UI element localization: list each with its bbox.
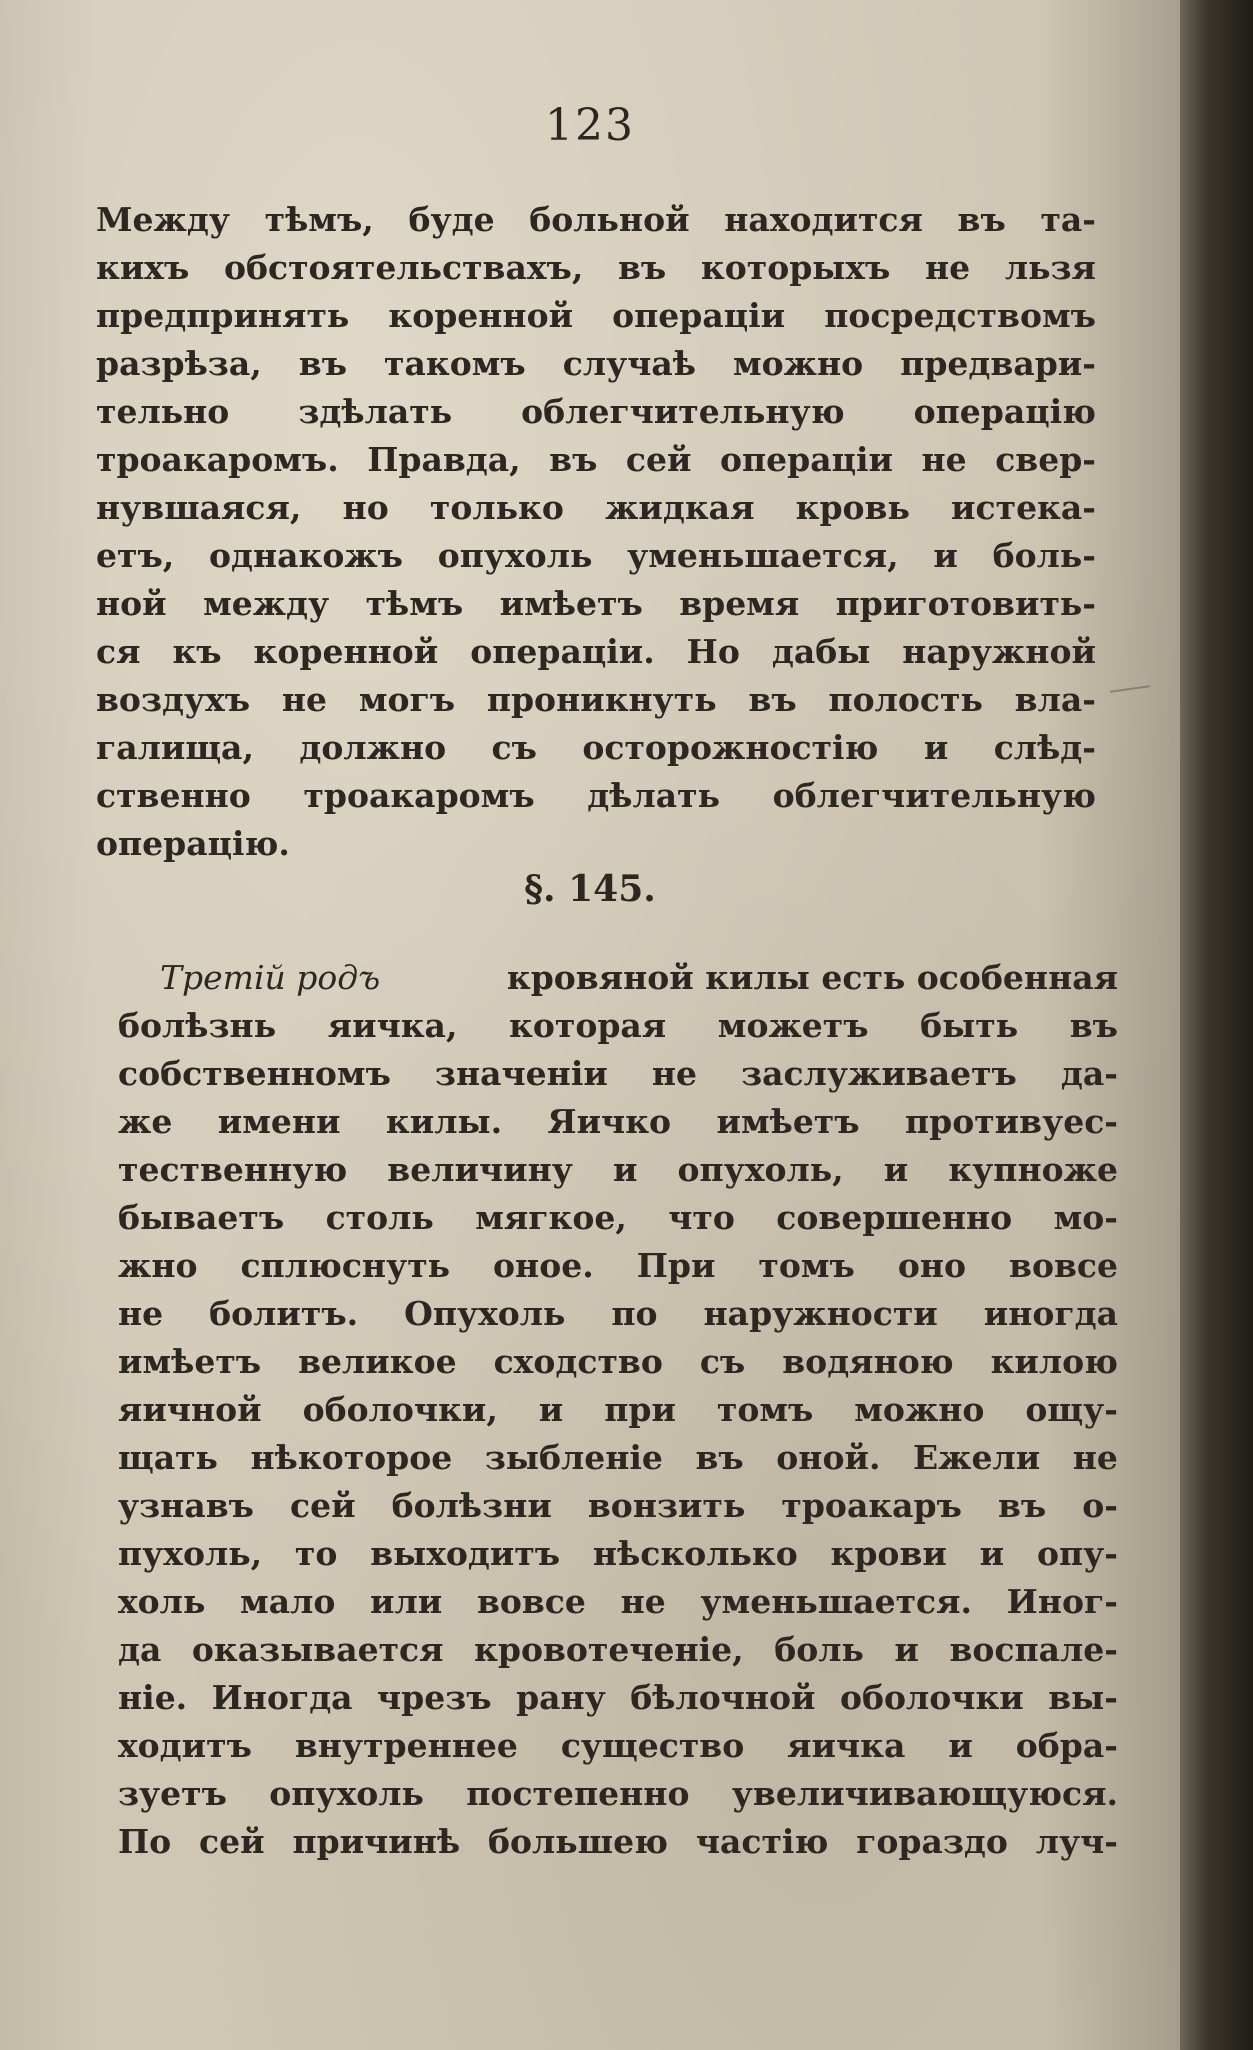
word: не: [925, 248, 971, 287]
word: облегчительную: [521, 392, 845, 431]
text-line: [118, 1630, 1118, 1669]
word: операціи: [720, 440, 894, 479]
word: операцію: [913, 392, 1096, 431]
word: существо: [560, 1726, 745, 1765]
word: оно: [897, 1246, 967, 1285]
word: яичка: [787, 1726, 906, 1765]
text-line: Третій родъ кровяной килы есть особенная: [160, 958, 1118, 997]
word: купноже: [948, 1150, 1118, 1189]
word: жно: [118, 1246, 198, 1285]
word: та-: [1040, 200, 1096, 239]
text-line: [118, 1438, 1118, 1477]
word: опухоль,: [677, 1150, 844, 1189]
word: то: [294, 1534, 338, 1573]
word: не: [921, 440, 967, 479]
word: вовсе: [476, 1582, 586, 1621]
word: и: [933, 536, 958, 575]
word: опу-: [1036, 1534, 1118, 1573]
word: что: [668, 1198, 735, 1237]
word: къ: [172, 632, 222, 671]
word: однакожъ: [208, 536, 403, 575]
word: коренной: [388, 296, 574, 335]
word: имѣетъ: [118, 1342, 262, 1381]
text-line: [96, 296, 1096, 335]
word: кровь: [795, 488, 910, 527]
text-line: [96, 440, 1096, 479]
word: больной: [529, 200, 690, 239]
word: боль: [774, 1630, 864, 1669]
word: боль-: [992, 536, 1096, 575]
word: чрезъ: [377, 1678, 492, 1717]
word: съ: [699, 1342, 746, 1381]
word: пухоль,: [118, 1534, 263, 1573]
word: выходитъ: [370, 1534, 561, 1573]
text-line: [96, 776, 1096, 815]
word: крови: [830, 1534, 947, 1573]
word: рану: [516, 1678, 606, 1717]
word: сходство: [493, 1342, 663, 1381]
word: сплюснуть: [240, 1246, 451, 1285]
word: съ: [491, 728, 537, 767]
word: луч-: [1035, 1822, 1118, 1861]
word: зуетъ: [118, 1774, 227, 1813]
text-line: [118, 1150, 1118, 1189]
word: холь: [118, 1582, 206, 1621]
word: можно: [733, 344, 864, 383]
word: коренной: [253, 632, 439, 671]
word: въ: [549, 440, 598, 479]
word: постепенно: [466, 1774, 690, 1813]
text-line: [96, 728, 1096, 767]
word: яичной: [118, 1390, 262, 1429]
word: приготовить-: [835, 584, 1096, 623]
word: значеніи: [434, 1054, 608, 1093]
word: кровотеченіе,: [474, 1630, 744, 1669]
word: не: [620, 1582, 666, 1621]
text-line: [118, 1726, 1118, 1765]
word: облегчительную: [772, 776, 1096, 815]
word: между: [203, 584, 330, 623]
word: заслуживаетъ: [741, 1054, 1017, 1093]
word: но: [342, 488, 389, 527]
word: ощу-: [1025, 1390, 1118, 1429]
word: нѣкоторое: [250, 1438, 453, 1477]
word: Иног-: [1006, 1582, 1118, 1621]
word: опухоль: [269, 1774, 424, 1813]
word: въ: [298, 344, 348, 383]
word: нѣсколько: [592, 1534, 798, 1573]
margin-mark: [1110, 685, 1150, 693]
word: должно: [299, 728, 447, 767]
word: ной: [96, 584, 167, 623]
word: полость: [828, 680, 983, 719]
word: которая: [509, 1006, 667, 1045]
word: и: [948, 1726, 973, 1765]
word: въ: [997, 1486, 1047, 1525]
word: только: [429, 488, 564, 527]
word: болитъ.: [209, 1294, 359, 1333]
word: находится: [724, 200, 923, 239]
word: операціи: [612, 296, 786, 335]
word: уменьшается,: [627, 536, 899, 575]
text-line: [96, 392, 1096, 431]
word: Иногда: [211, 1678, 353, 1717]
text-line: [96, 200, 1096, 239]
word: такомъ: [384, 344, 526, 383]
word: разрѣза,: [96, 344, 262, 383]
word: и: [612, 1150, 638, 1189]
word: посредствомъ: [824, 296, 1096, 335]
word: и: [979, 1534, 1005, 1573]
word: воздухъ: [96, 680, 251, 719]
word: частію: [695, 1822, 829, 1861]
word: Яичко: [547, 1102, 672, 1141]
word: килы.: [385, 1102, 503, 1141]
word: проникнуть: [486, 680, 717, 719]
word: воспале-: [949, 1630, 1118, 1669]
word: операціи.: [470, 632, 655, 671]
word: большею: [488, 1822, 668, 1861]
word: оказывается: [191, 1630, 444, 1669]
word: яичка,: [327, 1006, 458, 1045]
text-line: операцію.: [96, 824, 290, 863]
word: противуес-: [904, 1102, 1118, 1141]
text-line: [118, 1582, 1118, 1621]
word: свер-: [995, 440, 1096, 479]
word: бываетъ: [118, 1198, 285, 1237]
word: тественную: [118, 1150, 348, 1189]
word: время: [679, 584, 800, 623]
word: не: [281, 680, 328, 719]
word: ся: [96, 632, 141, 671]
word: Между: [96, 200, 230, 239]
word: въ: [957, 200, 1006, 239]
word: ходитъ: [118, 1726, 252, 1765]
word: троакаръ: [781, 1486, 962, 1525]
word: и: [538, 1390, 564, 1429]
word: килою: [990, 1342, 1118, 1381]
word: случаѣ: [562, 344, 696, 383]
text-line: [118, 1294, 1118, 1333]
word: быть: [920, 1006, 1019, 1045]
word: въ: [748, 680, 797, 719]
word: и: [883, 1150, 909, 1189]
word: предвари-: [900, 344, 1096, 383]
word: истека-: [951, 488, 1096, 527]
word: не: [651, 1054, 698, 1093]
word: по: [611, 1294, 658, 1333]
word: же: [118, 1102, 173, 1141]
word: да: [118, 1630, 162, 1669]
word: мало: [240, 1582, 336, 1621]
word: вы-: [1048, 1678, 1118, 1717]
text-line: [96, 584, 1096, 623]
book-spine-shadow: [1180, 0, 1253, 2050]
text-line: [118, 1342, 1118, 1381]
word: увеличивающуюся.: [731, 1774, 1118, 1813]
word: или: [370, 1582, 443, 1621]
word: дабы: [771, 632, 871, 671]
text-line: [118, 1246, 1118, 1285]
word: здѣлать: [298, 392, 453, 431]
text-line: [118, 1006, 1118, 1045]
word: троакаромъ: [303, 776, 535, 815]
word: да-: [1060, 1054, 1118, 1093]
word: болѣзни: [391, 1486, 552, 1525]
word: ніе.: [118, 1678, 188, 1717]
word: болѣзнь: [118, 1006, 277, 1045]
word: опухоль: [437, 536, 593, 575]
word: троакаромъ.: [96, 440, 339, 479]
word: предпринять: [96, 296, 350, 335]
word: и: [923, 728, 949, 767]
word: причинѣ: [292, 1822, 461, 1861]
text-line: [118, 1102, 1118, 1141]
word: столь: [325, 1198, 434, 1237]
word: внутреннее: [294, 1726, 518, 1765]
word: совершенно: [776, 1198, 1013, 1237]
text-line: [118, 1390, 1118, 1429]
text-line: [118, 1534, 1118, 1573]
word: наружности: [703, 1294, 938, 1333]
word: сей: [625, 440, 692, 479]
word: жидкая: [605, 488, 755, 527]
word: буде: [408, 200, 495, 239]
word: оное.: [493, 1246, 594, 1285]
word: которыхъ: [700, 248, 891, 287]
word: можетъ: [717, 1006, 869, 1045]
word: Правда,: [367, 440, 521, 479]
word: въ: [618, 248, 667, 287]
word: слѣд-: [993, 728, 1096, 767]
word: етъ,: [96, 536, 175, 575]
word: имени: [217, 1102, 341, 1141]
word: тѣмъ: [365, 584, 464, 623]
word: оной.: [776, 1438, 881, 1477]
text-line: [96, 680, 1096, 719]
word: не: [118, 1294, 164, 1333]
word: наружной: [902, 632, 1096, 671]
word: тѣмъ,: [264, 200, 374, 239]
word: величину: [387, 1150, 573, 1189]
word: можно: [854, 1390, 985, 1429]
word: зыбленіе: [484, 1438, 663, 1477]
text-line: [96, 248, 1096, 287]
word: обстоятельствахъ,: [223, 248, 584, 287]
word: При: [636, 1246, 716, 1285]
word: гораздо: [856, 1822, 1008, 1861]
text-line: [118, 1486, 1118, 1525]
word: Ежели: [913, 1438, 1041, 1477]
word: галища,: [96, 728, 254, 767]
word: Но: [686, 632, 740, 671]
word: Опухоль: [404, 1294, 566, 1333]
word: оболочки: [839, 1678, 1024, 1717]
word: имѣетъ: [499, 584, 643, 623]
text-line: [118, 1822, 1118, 1861]
word: льзя: [1004, 248, 1096, 287]
word: томъ: [716, 1390, 814, 1429]
word: нувшаяся,: [96, 488, 302, 527]
word: уменьшается.: [700, 1582, 972, 1621]
word: могъ: [358, 680, 456, 719]
word: узнавъ: [118, 1486, 254, 1525]
word: оболочки,: [302, 1390, 498, 1429]
word: По: [118, 1822, 172, 1861]
word: въ: [695, 1438, 744, 1477]
word: обра-: [1015, 1726, 1118, 1765]
word: собственномъ: [118, 1054, 391, 1093]
section-heading: §. 145.: [524, 868, 656, 910]
word: вовсе: [1009, 1246, 1118, 1285]
word: въ: [1069, 1006, 1118, 1045]
word: ственно: [96, 776, 251, 815]
text-line: [96, 344, 1096, 383]
word: дѣлать: [587, 776, 720, 815]
word: влa-: [1014, 680, 1096, 719]
text-line: [118, 1054, 1118, 1093]
page-number: 123: [545, 100, 635, 151]
word: щать: [118, 1438, 218, 1477]
word: иногда: [983, 1294, 1118, 1333]
text-line: [118, 1678, 1118, 1717]
text-line: [96, 632, 1096, 671]
word: великое: [298, 1342, 457, 1381]
text-line: [96, 488, 1096, 527]
word: мягкое,: [475, 1198, 627, 1237]
word: имѣетъ: [716, 1102, 860, 1141]
paragraph-lead: Третій родъ: [160, 958, 381, 997]
text-line: [118, 1198, 1118, 1237]
text-line: [118, 1774, 1118, 1813]
word: кихъ: [96, 248, 190, 287]
word: и: [894, 1630, 919, 1669]
word: тельно: [96, 392, 230, 431]
text-line: [96, 536, 1096, 575]
word: вонзить: [587, 1486, 746, 1525]
word: сей: [199, 1822, 265, 1861]
word: водяною: [782, 1342, 954, 1381]
word: осторожностію: [582, 728, 879, 767]
word: сей: [290, 1486, 356, 1525]
word: не: [1072, 1438, 1118, 1477]
word: бѣлочной: [630, 1678, 816, 1717]
word: о-: [1082, 1486, 1118, 1525]
word: при: [604, 1390, 676, 1429]
word: томъ: [758, 1246, 855, 1285]
word: мо-: [1053, 1198, 1118, 1237]
